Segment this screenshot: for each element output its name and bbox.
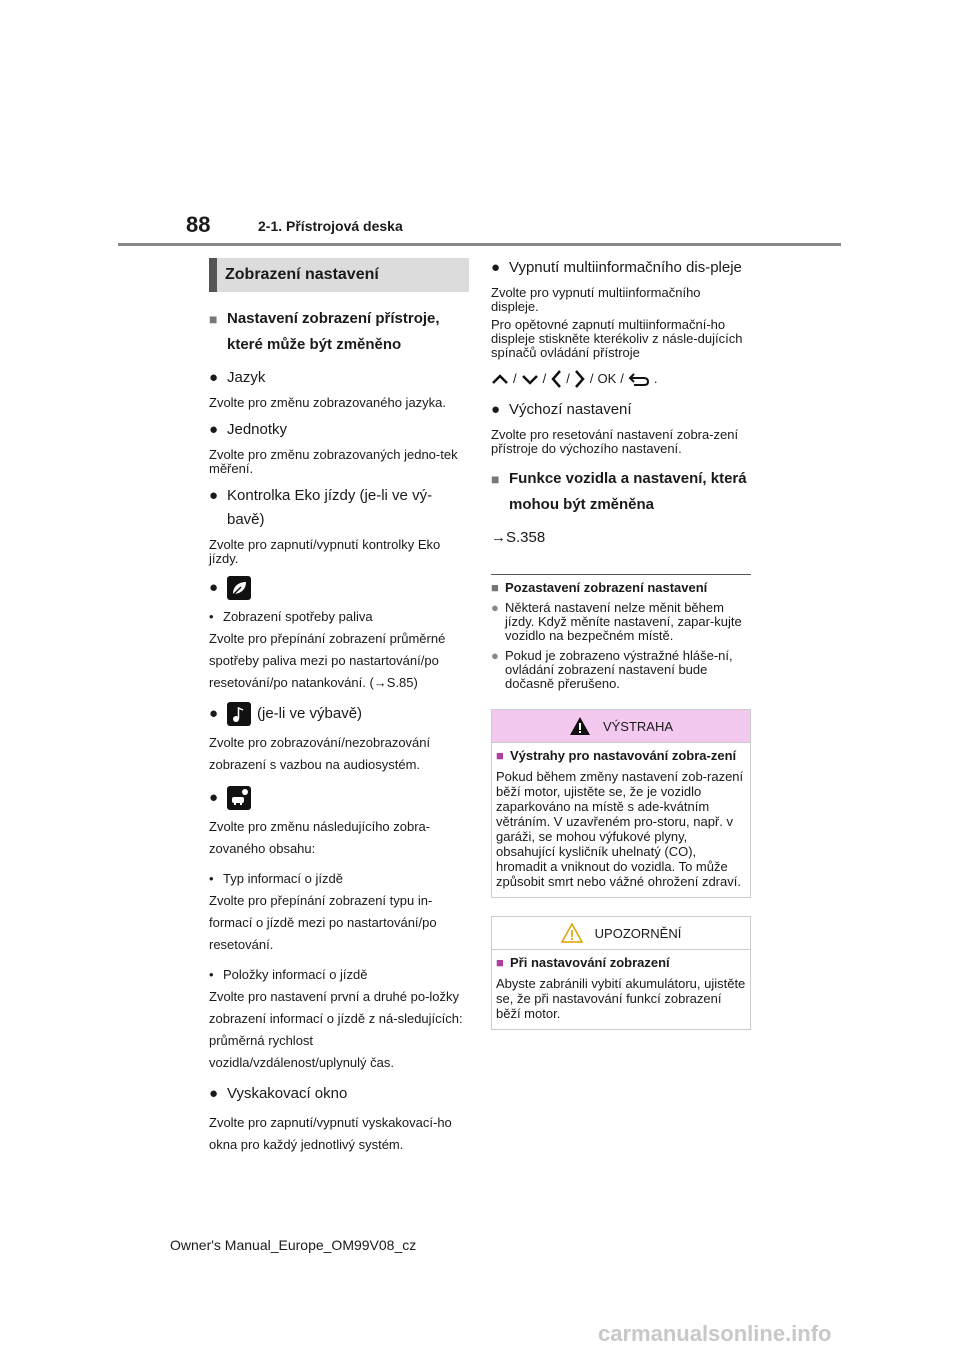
item-desc: Zvolte pro resetování nastavení zobra-zení přístroje do výchozího nastavení.: [491, 427, 739, 456]
square-bullet-icon: ■: [491, 580, 499, 595]
caution-box: [491, 916, 751, 1030]
chevron-up-icon: [491, 372, 509, 386]
section-title: 2-1. Přístrojová deska: [258, 218, 403, 234]
bullet-icon: ●: [209, 579, 219, 596]
item-desc: Zvolte pro nastavení první a druhé po-ložky zobrazení informací o jízdě z ná-sledujících: průměrná rychlost vozidla/vzdálenost/uplynulý čas.: [209, 989, 463, 1070]
item-desc: Zvolte pro přepínání zobrazení průměrné spotřeby paliva mezi po nastartování/po resetování/po natankování. (→S.85): [209, 631, 446, 690]
control-keys: / / / / OK / .: [491, 368, 751, 390]
item-desc: Zvolte pro změnu zobrazovaného jazyka.: [209, 395, 447, 410]
item-desc: Zvolte pro zobrazování/nezobrazování zobrazení s vazbou na audiosystém.: [209, 735, 431, 772]
bullet-icon: ●: [491, 600, 499, 615]
warning-heading: ■ Výstrahy pro nastavování zobra-zení: [496, 748, 737, 763]
subheading: ■ Nastavení zobrazení přístroje, které může být změněno: [209, 306, 469, 358]
bullet-icon: ●: [209, 421, 219, 438]
item-units: ● Jednotky: [209, 418, 469, 442]
watermark: carmanualsonline.info: [598, 1321, 832, 1346]
section-heading: Zobrazení nastavení: [209, 258, 469, 292]
divider: [491, 574, 751, 575]
bullet-icon: ●: [209, 789, 219, 806]
sub-item: • Položky informací o jízdě: [209, 967, 368, 982]
warning-triangle-icon: [569, 716, 591, 736]
bullet-icon: ●: [209, 487, 219, 504]
item-eco-indicator: ● Kontrolka Eko jízdy (je-li ve vý-bavě): [209, 484, 469, 532]
bullet-icon: ●: [491, 401, 501, 418]
chevron-down-icon: [521, 372, 539, 386]
warning-header: VÝSTRAHA: [492, 710, 750, 742]
bullet-icon: ●: [209, 369, 219, 386]
header-rule: [118, 243, 841, 246]
item-desc: Zvolte pro zapnutí/vypnutí vyskakovací-ho okna pro každý jednotlivý systém.: [209, 1115, 452, 1152]
bullet-icon: ●: [491, 259, 501, 276]
footer: Owner's Manual_Europe_OM99V08_cz: [170, 1237, 417, 1253]
caution-header: UPOZORNĚNÍ: [492, 917, 750, 949]
caution-triangle-icon: [561, 923, 583, 943]
item-drive-info: [209, 786, 469, 810]
item-desc: Zvolte pro změnu zobrazovaných jedno-tek měření.: [209, 447, 458, 476]
item-display-off: ● Vypnutí multiinformačního dis-pleje: [491, 256, 751, 280]
right-column: [491, 252, 751, 1030]
item-desc: Zvolte pro přepínání zobrazení typu in-formací o jízdě mezi po nastartování/po resetování.: [209, 893, 437, 952]
chevron-right-icon: [574, 369, 586, 389]
leaf-icon: [227, 576, 251, 600]
item-desc: Pro opětovné zapnutí multiinformační-ho displeje stiskněte kterékoliv z násle-dujících spínačů ovládání přístroje: [491, 317, 743, 360]
subheading: ■ Funkce vozidla a nastavení, která mohou být změněna: [491, 466, 751, 518]
bullet-icon: ●: [209, 1085, 219, 1102]
item-desc: Zvolte pro zapnutí/vypnutí kontrolky Eko jízdy.: [209, 537, 441, 566]
item-desc: Zvolte pro změnu následujícího zobra-zovaného obsahu:: [209, 819, 431, 856]
square-bullet-icon: ■: [491, 471, 500, 487]
caution-text: Abyste zabránili vybití akumulátoru, ujistěte se, že při nastavování funkcí zobrazení běží motor.: [496, 976, 746, 1021]
square-bullet-icon: ■: [209, 311, 218, 327]
music-note-icon: [227, 702, 251, 726]
item-audio: ● (je-li ve výbavě): [209, 702, 469, 726]
bullet-icon: ●: [491, 648, 499, 663]
item-popup: ● Vyskakovací okno: [209, 1082, 469, 1106]
square-bullet-icon: ■: [496, 955, 504, 970]
item-default-settings: ● Výchozí nastavení: [491, 398, 751, 422]
note-item: ● Některá nastavení nelze měnit během jízdy. Když měníte nastavení, zapar-kujte vozidlo na bezpečném místě.: [491, 600, 742, 643]
warning-text: Pokud během změny nastavení zob-razení běží motor, ujistěte se, že je vozidlo zaparkováno na místě s ade-kvátním větráním. V uzavřeném pro-storu, např. v garáži, se mohou výfukové plyny, obsahující kysličník uhelnatý (CO), hromadit a vniknout do vozidla. To může způsobit smrt nebo vážné ohrožení zdraví.: [496, 769, 744, 889]
page-number: 88: [186, 212, 211, 237]
ok-key-label: OK: [597, 371, 617, 386]
note-heading: ■ Pozastavení zobrazení nastavení: [491, 580, 708, 595]
sub-item: • Typ informací o jízdě: [209, 871, 343, 886]
back-icon: [628, 371, 650, 387]
caution-heading: ■ Při nastavování zobrazení: [496, 955, 670, 970]
drive-info-icon: [227, 786, 251, 810]
sub-item: • Zobrazení spotřeby paliva: [209, 609, 373, 624]
bullet-icon: ●: [209, 705, 219, 722]
chevron-left-icon: [550, 369, 562, 389]
item-language: ● Jazyk: [209, 366, 469, 390]
warning-box: [491, 709, 751, 898]
item-fuel: [209, 576, 469, 600]
page-reference: →S.358: [491, 529, 546, 546]
square-bullet-icon: ■: [496, 748, 504, 763]
item-desc: Zvolte pro vypnutí multiinformačního displeje.: [491, 285, 701, 314]
left-column: [209, 258, 469, 1164]
note-item: ● Pokud je zobrazeno výstražné hláše-ní, ovládání zobrazení nastavení bude dočasně přerušeno.: [491, 648, 733, 691]
